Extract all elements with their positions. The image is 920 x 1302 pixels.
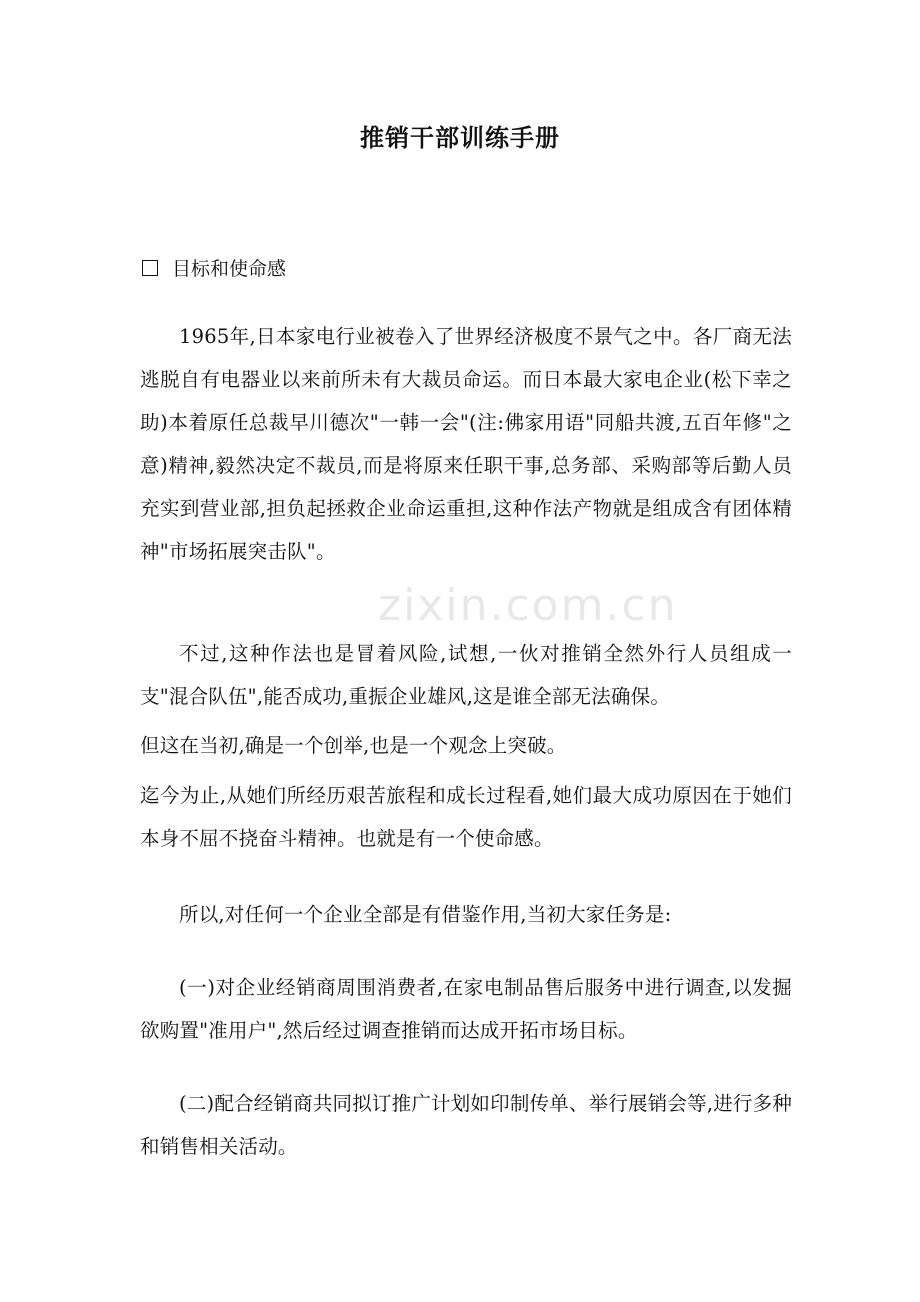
page-title: 推销干部训练手册 [360,123,560,152]
section-heading [142,254,286,281]
paragraph-4: 迄今为止,从她们所经历艰苦旅程和成长过程看,她们最大成功原因在于她们本身不屈不挠奋斗精神。也就是有一个使命感。 [140,784,792,850]
paragraph-2: 不过,这种作法也是冒着风险,试想,一伙对推销全然外行人员组成一支"混合队伍",能否成功,重振企业雄风,这是谁全部无法确保。 [140,642,792,708]
section-heading-label: 目标和使命感 [172,258,287,280]
paragraph-3: 但这在当初,确是一个创举,也是一个观念上突破。 [140,734,567,757]
paragraph-6: (一)对企业经销商周围消费者,在家电制品售后服务中进行调查,以发掘欲购置"准用户",然后经过调查推销而达成开拓市场目标。 [140,976,792,1042]
checkbox-square-icon [142,260,158,276]
paragraph-1: 1965年,日本家电行业被卷入了世界经济极度不景气之中。各厂商无法逃脱自有电器业以来前所未有大裁员命运。而日本最大家电企业(松下幸之助)本着原任总裁早川德次"一韩一会"(注:佛家用语"同船共渡,五百年修"之意)精神,毅然决定不裁员,而是将原来任职干事,总务部、采购部等后勤人员充实到营业部,担负起拯救企业命运重担,这种作法产物就是组成含有团体精神"市场拓展突击队"。 [140,325,792,563]
watermark: zixin.com.cn [378,580,678,631]
paragraph-5: 所以,对任何一个企业全部是有借鉴作用,当初大家任务是: [179,903,672,926]
paragraph-7: (二)配合经销商共同拟订推广计划如印制传单、举行展销会等,进行多种和销售相关活动。 [140,1092,793,1158]
